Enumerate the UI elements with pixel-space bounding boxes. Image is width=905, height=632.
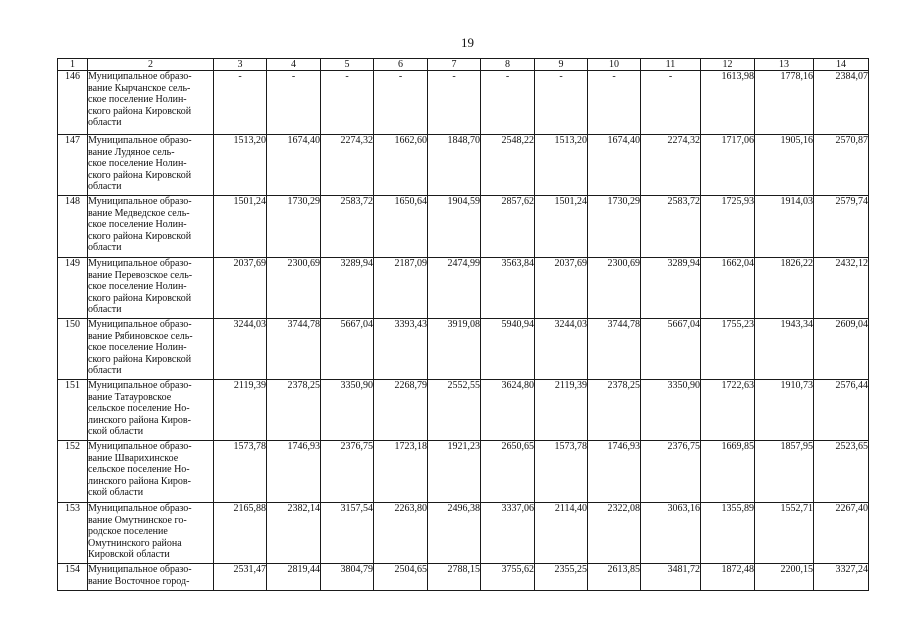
value-cell: 1501,24 xyxy=(535,196,588,258)
name-line: Муниципальное образо- xyxy=(88,71,192,82)
name-line: области xyxy=(88,117,122,128)
value-cell: 2187,09 xyxy=(374,258,428,319)
value-cell: 1674,40 xyxy=(588,135,641,196)
table-row xyxy=(58,135,869,196)
value-cell: 3289,94 xyxy=(321,258,374,319)
header-cell: 13 xyxy=(755,59,814,71)
value-cell: 3157,54 xyxy=(321,503,374,564)
value-cell: 2267,40 xyxy=(814,503,869,564)
value-cell: 1755,23 xyxy=(701,319,755,380)
name-line: Муниципальное образо- xyxy=(88,564,192,575)
name-cell xyxy=(88,564,214,591)
name-cell xyxy=(88,196,214,258)
name-line: родское поселение xyxy=(88,526,168,537)
table-row xyxy=(58,380,869,441)
name-cell xyxy=(88,135,214,196)
value-cell: 1513,20 xyxy=(214,135,267,196)
value-cell: - xyxy=(481,71,535,135)
value-cell: 2263,80 xyxy=(374,503,428,564)
value-cell: 1904,59 xyxy=(428,196,481,258)
name-line: Омутнинского района xyxy=(88,537,182,549)
value-cell: 2037,69 xyxy=(214,258,267,319)
name-line: Муниципальное образо- xyxy=(88,258,192,269)
name-line: области xyxy=(88,365,122,376)
value-cell: 1746,93 xyxy=(267,441,321,503)
value-cell: 5940,94 xyxy=(481,319,535,380)
name-line: ского района Кировской xyxy=(88,169,192,181)
value-cell: 1730,29 xyxy=(588,196,641,258)
name-line: области xyxy=(88,242,122,253)
value-cell: 3563,84 xyxy=(481,258,535,319)
value-cell: 1730,29 xyxy=(267,196,321,258)
value-cell: 1513,20 xyxy=(535,135,588,196)
value-cell: 1669,85 xyxy=(701,441,755,503)
value-cell: 1355,89 xyxy=(701,503,755,564)
name-line: области xyxy=(88,304,122,315)
value-cell: 2274,32 xyxy=(321,135,374,196)
name-cell xyxy=(88,380,214,441)
name-line: линского района Киров- xyxy=(88,414,191,426)
value-cell: 3919,08 xyxy=(428,319,481,380)
value-cell: 5667,04 xyxy=(321,319,374,380)
value-cell: 2650,65 xyxy=(481,441,535,503)
value-cell: 2300,69 xyxy=(588,258,641,319)
value-cell: 1778,16 xyxy=(755,71,814,135)
header-cell: 7 xyxy=(428,59,481,71)
value-cell: 2274,32 xyxy=(641,135,701,196)
value-cell: 1573,78 xyxy=(535,441,588,503)
name-line: вание Восточное город- xyxy=(88,575,190,587)
value-cell: 3744,78 xyxy=(267,319,321,380)
value-cell: 2376,75 xyxy=(321,441,374,503)
name-line: вание Омутнинское го- xyxy=(88,514,187,526)
name-line: ское поселение Нолин- xyxy=(88,219,187,230)
value-cell: 2384,07 xyxy=(814,71,869,135)
name-cell xyxy=(88,319,214,380)
value-cell: 2165,88 xyxy=(214,503,267,564)
value-cell: 3755,62 xyxy=(481,564,535,591)
name-cell xyxy=(88,503,214,564)
value-cell: 1746,93 xyxy=(588,441,641,503)
row-number-cell: 151 xyxy=(58,380,88,441)
value-cell: 1848,70 xyxy=(428,135,481,196)
value-cell: 2523,65 xyxy=(814,441,869,503)
name-line: линского района Киров- xyxy=(88,475,191,487)
value-cell: 2382,14 xyxy=(267,503,321,564)
name-line: ское поселение Нолин- xyxy=(88,342,187,353)
value-cell: 1872,48 xyxy=(701,564,755,591)
value-cell: 2504,65 xyxy=(374,564,428,591)
value-cell: - xyxy=(374,71,428,135)
row-number-cell: 146 xyxy=(58,71,88,135)
name-line: Муниципальное образо- xyxy=(88,319,192,330)
name-line: ского района Кировской xyxy=(88,230,192,242)
header-cell: 6 xyxy=(374,59,428,71)
header-cell: 10 xyxy=(588,59,641,71)
table-row xyxy=(58,258,869,319)
value-cell: 1552,71 xyxy=(755,503,814,564)
header-cell: 5 xyxy=(321,59,374,71)
value-cell: 1826,22 xyxy=(755,258,814,319)
name-line: Муниципальное образо- xyxy=(88,441,192,452)
value-cell: 3337,06 xyxy=(481,503,535,564)
value-cell: 3063,16 xyxy=(641,503,701,564)
name-cell xyxy=(88,71,214,135)
value-cell: 2579,74 xyxy=(814,196,869,258)
table-row xyxy=(58,503,869,564)
value-cell: 1662,04 xyxy=(701,258,755,319)
name-line: сельское поселение Но- xyxy=(88,464,190,475)
value-cell: 3289,94 xyxy=(641,258,701,319)
name-line: вание Медведское сель- xyxy=(88,207,190,219)
name-line: Муниципальное образо- xyxy=(88,380,192,391)
value-cell: 3804,79 xyxy=(321,564,374,591)
value-cell: 2474,99 xyxy=(428,258,481,319)
value-cell: 1725,93 xyxy=(701,196,755,258)
value-cell: 3244,03 xyxy=(214,319,267,380)
value-cell: 3744,78 xyxy=(588,319,641,380)
name-line: вание Татауровское xyxy=(88,391,172,403)
header-cell: 11 xyxy=(641,59,701,71)
value-cell: 2378,25 xyxy=(588,380,641,441)
table-row xyxy=(58,319,869,380)
value-cell: 1905,16 xyxy=(755,135,814,196)
value-cell: 1943,34 xyxy=(755,319,814,380)
table-row xyxy=(58,441,869,503)
value-cell: - xyxy=(267,71,321,135)
value-cell: 2819,44 xyxy=(267,564,321,591)
name-line: Муниципальное образо- xyxy=(88,196,192,207)
value-cell: 2376,75 xyxy=(641,441,701,503)
value-cell: 3393,43 xyxy=(374,319,428,380)
value-cell: 2119,39 xyxy=(214,380,267,441)
value-cell: 1717,06 xyxy=(701,135,755,196)
name-cell xyxy=(88,258,214,319)
value-cell: 3624,80 xyxy=(481,380,535,441)
header-row xyxy=(58,59,869,71)
row-number-cell: 148 xyxy=(58,196,88,258)
value-cell: 1722,63 xyxy=(701,380,755,441)
name-line: ское поселение Нолин- xyxy=(88,281,187,292)
value-cell: 3244,03 xyxy=(535,319,588,380)
header-cell: 4 xyxy=(267,59,321,71)
table-row xyxy=(58,196,869,258)
value-cell: 2531,47 xyxy=(214,564,267,591)
value-cell: 2613,85 xyxy=(588,564,641,591)
name-line: Муниципальное образо- xyxy=(88,503,192,514)
value-cell: 1573,78 xyxy=(214,441,267,503)
value-cell: 2200,15 xyxy=(755,564,814,591)
value-cell: 2378,25 xyxy=(267,380,321,441)
name-line: вание Шварихинское xyxy=(88,452,179,464)
header-cell: 2 xyxy=(88,59,214,71)
row-number-cell: 150 xyxy=(58,319,88,380)
value-cell: 3327,24 xyxy=(814,564,869,591)
value-cell: 2037,69 xyxy=(535,258,588,319)
value-cell: 2322,08 xyxy=(588,503,641,564)
header-cell: 14 xyxy=(814,59,869,71)
value-cell: - xyxy=(214,71,267,135)
value-cell: 2552,55 xyxy=(428,380,481,441)
value-cell: 1857,95 xyxy=(755,441,814,503)
name-line: ской области xyxy=(88,426,144,437)
value-cell: 1914,03 xyxy=(755,196,814,258)
name-line: вание Лудяное сель- xyxy=(88,146,175,158)
name-line: ского района Кировской xyxy=(88,292,192,304)
table-row xyxy=(58,564,869,591)
name-line: ское поселение Нолин- xyxy=(88,158,187,169)
value-cell: 2857,62 xyxy=(481,196,535,258)
value-cell: 1674,40 xyxy=(267,135,321,196)
header-cell: 1 xyxy=(58,59,88,71)
header-cell: 9 xyxy=(535,59,588,71)
name-line: вание Перевозское сель- xyxy=(88,269,193,281)
value-cell: 2576,44 xyxy=(814,380,869,441)
name-line: вание Рябиновское сель- xyxy=(88,330,193,342)
value-cell: 1910,73 xyxy=(755,380,814,441)
header-cell: 3 xyxy=(214,59,267,71)
page-number: 19 xyxy=(461,35,474,50)
value-cell: 3481,72 xyxy=(641,564,701,591)
value-cell: 1921,23 xyxy=(428,441,481,503)
row-number-cell: 147 xyxy=(58,135,88,196)
value-cell: 2114,40 xyxy=(535,503,588,564)
name-line: Кировской области xyxy=(88,549,170,560)
row-number-cell: 149 xyxy=(58,258,88,319)
value-cell: 1662,60 xyxy=(374,135,428,196)
value-cell: - xyxy=(641,71,701,135)
value-cell: 1613,98 xyxy=(701,71,755,135)
value-cell: 2432,12 xyxy=(814,258,869,319)
value-cell: 3350,90 xyxy=(641,380,701,441)
value-cell: 2355,25 xyxy=(535,564,588,591)
value-cell: 1723,18 xyxy=(374,441,428,503)
data-table xyxy=(57,58,869,591)
name-line: области xyxy=(88,181,122,192)
value-cell: 2583,72 xyxy=(641,196,701,258)
value-cell: 2300,69 xyxy=(267,258,321,319)
value-cell: 2583,72 xyxy=(321,196,374,258)
value-cell: 3350,90 xyxy=(321,380,374,441)
value-cell: 1650,64 xyxy=(374,196,428,258)
value-cell: - xyxy=(535,71,588,135)
value-cell: 2548,22 xyxy=(481,135,535,196)
value-cell: 1501,24 xyxy=(214,196,267,258)
header-cell: 12 xyxy=(701,59,755,71)
header-cell: 8 xyxy=(481,59,535,71)
name-line: ского района Кировской xyxy=(88,353,192,365)
name-line: сельское поселение Но- xyxy=(88,403,190,414)
value-cell: - xyxy=(588,71,641,135)
row-number-cell: 152 xyxy=(58,441,88,503)
name-line: ское поселение Нолин- xyxy=(88,94,187,105)
value-cell: 2119,39 xyxy=(535,380,588,441)
table-row xyxy=(58,71,869,135)
value-cell: 2788,15 xyxy=(428,564,481,591)
value-cell: 2570,87 xyxy=(814,135,869,196)
row-number-cell: 153 xyxy=(58,503,88,564)
value-cell: 2609,04 xyxy=(814,319,869,380)
row-number-cell: 154 xyxy=(58,564,88,591)
value-cell: 2268,79 xyxy=(374,380,428,441)
name-cell xyxy=(88,441,214,503)
value-cell: - xyxy=(321,71,374,135)
name-line: ского района Кировской xyxy=(88,105,192,117)
value-cell: - xyxy=(428,71,481,135)
name-line: ской области xyxy=(88,487,144,498)
value-cell: 2496,38 xyxy=(428,503,481,564)
value-cell: 5667,04 xyxy=(641,319,701,380)
name-line: вание Кырчанское сель- xyxy=(88,82,191,94)
name-line: Муниципальное образо- xyxy=(88,135,192,146)
